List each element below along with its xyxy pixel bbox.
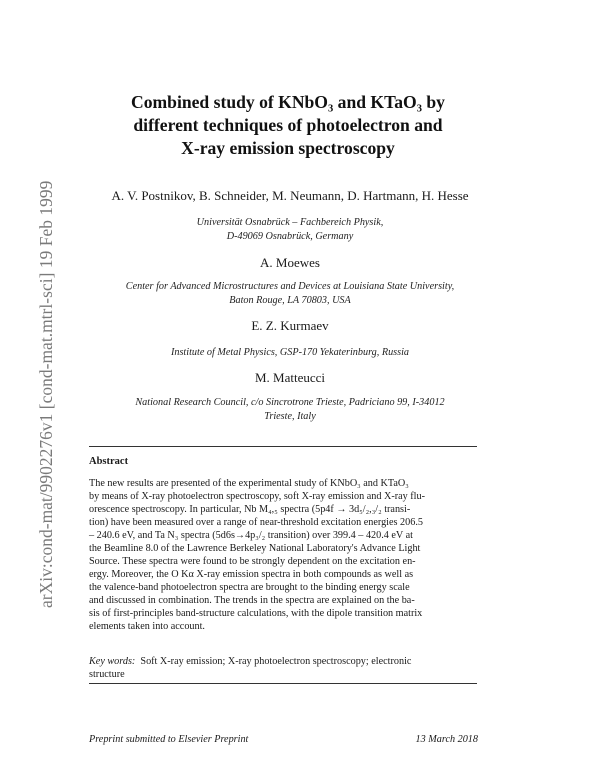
affiliation-4 [60, 396, 520, 424]
abstract-line: ergy. Moreover, the O Kα X-ray emission spectra in both compounds as well as [89, 569, 414, 580]
title-line: Combined study of KNbO₃ and KTaO₃ by [131, 92, 445, 112]
author-list-3: E. Z. Kurmaev [251, 318, 329, 333]
paper-title [88, 91, 488, 160]
abstract-line: elements taken into account. [89, 621, 205, 632]
abstract-line: tion) have been measured over a range of near-threshold excitation energies 206.5 [89, 517, 423, 528]
author-list-4: M. Matteucci [254, 370, 326, 385]
arxiv-stamp [10, 88, 56, 608]
abstract-heading: Abstract [89, 456, 129, 467]
affiliation-2 [60, 280, 520, 308]
preprint-note: Preprint submitted to Elsevier Preprint [89, 734, 249, 745]
abstract-line: Source. These spectra were found to be strongly dependent on the excitation en- [89, 556, 416, 567]
abstract-line: The new results are presented of the experimental study of KNbO₃ and KTaO₃ [89, 478, 409, 489]
abstract-line: orescence spectroscopy. In particular, Nb M₄,₅ spectra (5p4f → 3d₅/₂,₃/₂ transi- [89, 504, 411, 515]
keywords-label: Key words: [89, 656, 136, 667]
keywords-line [89, 655, 477, 668]
preprint-date: 13 March 2018 [415, 734, 478, 745]
abstract-line: sis of first-principles band-structure calculations, with the dipole transition matrix [89, 608, 423, 619]
affiliation-line: Trieste, Italy [264, 411, 316, 422]
abstract-top-rule [89, 446, 477, 447]
affiliation-line: Institute of Metal Physics, GSP-170 Yekaterinburg, Russia [170, 347, 410, 358]
affiliation-line: D-49069 Osnabrück, Germany [226, 231, 354, 242]
affiliation-line: Universität Osnabrück – Fachbereich Physik, [196, 217, 384, 228]
keywords-text: Soft X-ray emission; X-ray photoelectron spectroscopy; electronic [140, 656, 412, 667]
abstract-line: and discussed in combination. The trends in the spectra are explained on the ba- [89, 595, 415, 606]
affiliation-3 [60, 346, 520, 360]
keywords [89, 655, 477, 681]
abstract-line: by means of X-ray photoelectron spectroscopy, soft X-ray emission and X-ray flu- [89, 491, 425, 502]
affiliation-line: National Research Council, c/o Sincrotrone Trieste, Padriciano 99, I-34012 [135, 397, 445, 408]
abstract-line: the Beamline 8.0 of the Lawrence Berkeley National Laboratory's Advance Light [89, 543, 421, 554]
author-list-2: A. Moewes [260, 255, 320, 270]
affiliation-line: Baton Rouge, LA 70803, USA [229, 295, 351, 306]
abstract-bottom-rule [89, 683, 477, 684]
arxiv-stamp-text: arXiv:cond-mat/9902276v1 [cond-mat.mtrl-sci] 19 Feb 1999 [36, 180, 56, 608]
abstract-line: the valence-band photoelectron spectra are brought to the binding energy scale [89, 582, 410, 593]
affiliation-line: Center for Advanced Microstructures and Devices at Louisiana State University, [125, 281, 455, 292]
abstract-line: – 240.6 eV, and Ta N₃ spectra (5d6s→4p₃/₂ transition) over 399.4 – 420.4 eV at [89, 530, 414, 541]
title-line: X-ray emission spectroscopy [181, 138, 395, 158]
keywords-continuation: structure [89, 669, 125, 680]
title-line: different techniques of photoelectron and [133, 115, 443, 135]
author-list-1: A. V. Postnikov, B. Schneider, M. Neumann, D. Hartmann, H. Hesse [111, 188, 469, 203]
affiliation-1 [60, 216, 520, 244]
